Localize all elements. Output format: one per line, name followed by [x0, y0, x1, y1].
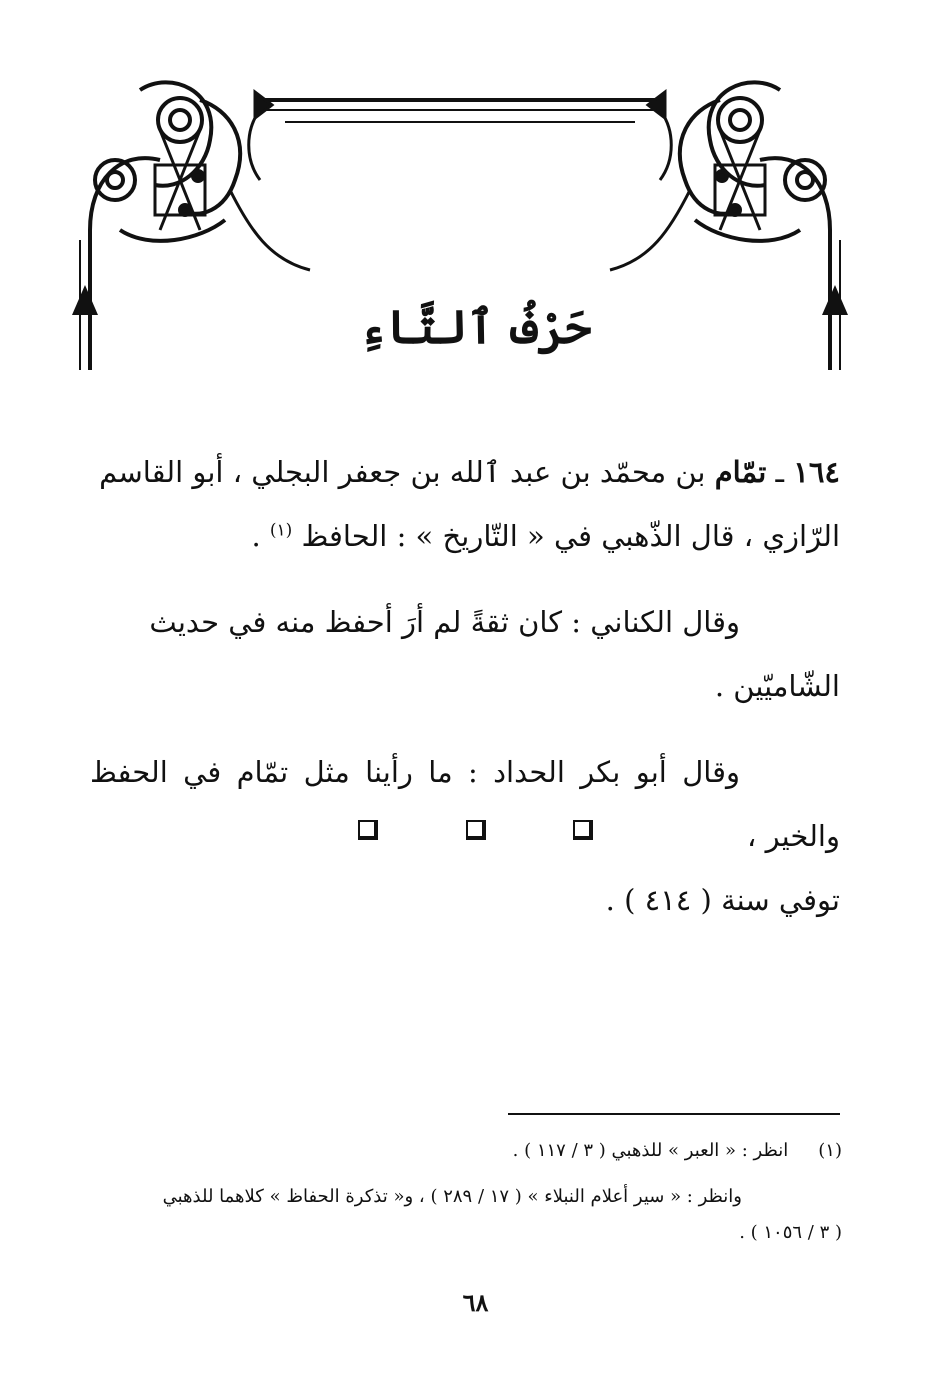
separator-box-icon [466, 820, 486, 840]
section-separator [0, 820, 951, 844]
kinani-paragraph [90, 590, 840, 718]
entry-number: ١٦٤ [793, 455, 840, 489]
footnote-1 [90, 1133, 842, 1169]
footnote-2 [90, 1179, 842, 1251]
footnote-text: وانظر : « سير أعلام النبلاء » ( ١٧ / ٢٨٩ ) ، و« تذكرة الحفاظ » كلاهما للذهبي [162, 1186, 742, 1207]
entry-dash: ـ [775, 455, 785, 489]
entry-name: تمّام [714, 455, 767, 489]
haddad-line2: توفي سنة ( ٤١٤ ) . [605, 883, 840, 917]
footnote-rule [508, 1113, 840, 1115]
kinani-line2: الشّاميّين . [714, 669, 840, 703]
entry-line2-end: . [251, 519, 261, 553]
footnote-text: ( ٣ / ١٠٥٦ ) . [739, 1222, 842, 1243]
entry-line1-text: بن محمّد بن عبد ٱلله بن جعفر البجلي ، أبو القاسم [99, 455, 706, 489]
footnote-ref-marker: (١) [269, 520, 293, 541]
entry-paragraph [90, 440, 840, 568]
separator-box-icon [573, 820, 593, 840]
footnote-text: انظر : « العبر » للذهبي ( ٣ / ١١٧ ) . [512, 1140, 789, 1161]
footnote-number: (١) [818, 1140, 842, 1161]
entry-body [90, 440, 840, 954]
footnotes [90, 1133, 842, 1261]
kinani-line1: وقال الكناني : كان ثقةً لم أرَ أحفظ منه في حديث [149, 605, 740, 639]
separator-box-icon [358, 820, 378, 840]
page-number: ٦٨ [462, 1288, 489, 1317]
haddad-line1: وقال أبو بكر الحداد : ما رأينا مثل تمّام في الحفظ والخير ، [90, 755, 840, 853]
entry-line2-text: الرّازي ، قال الذّهبي في « التّاريخ » : الحافظ [301, 519, 840, 553]
chapter-title: حَرْفُ ٱلتَّاءِ [359, 300, 592, 354]
